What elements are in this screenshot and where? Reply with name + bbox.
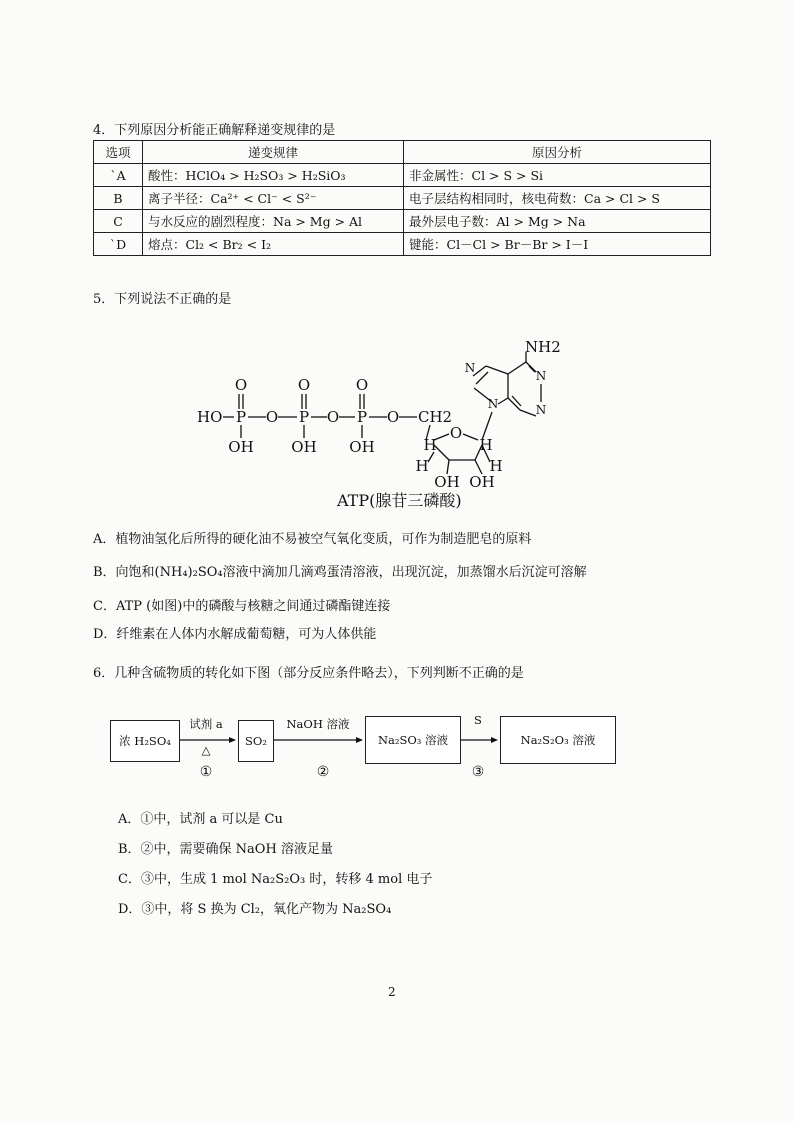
- svg-text:N: N: [535, 403, 547, 417]
- atom-p: P: [235, 408, 247, 426]
- q5-option-d: D．纤维素在人体内水解成葡萄糖，可为人体供能: [93, 627, 377, 642]
- rule-cell: 熔点：Cl₂ < Br₂ < I₂: [143, 233, 404, 256]
- option-label: C: [94, 210, 143, 233]
- header-rule: 递变规律: [143, 141, 404, 164]
- q6-option-c: C．③中，生成 1 mol Na₂S₂O₃ 时，转移 4 mol 电子: [118, 872, 433, 887]
- atom-oh: OH: [228, 438, 254, 456]
- atom-h: H: [489, 457, 503, 475]
- atom-ho: HO: [197, 408, 223, 426]
- rule-cell: 酸性：HClO₄ > H₂SO₃ > H₂SiO₃: [143, 164, 404, 187]
- reason-cell: 键能：Cl－Cl > Br－Br > I－I: [404, 233, 711, 256]
- atom-p: P: [356, 408, 368, 426]
- atom-o: O: [234, 376, 248, 394]
- flow-box-na2so3: Na₂SO₃ 溶液: [365, 716, 461, 764]
- atom-p: P: [298, 408, 310, 426]
- atom-o: O: [355, 376, 369, 394]
- svg-text:N: N: [464, 361, 476, 375]
- svg-text:N: N: [535, 369, 547, 383]
- q6-option-b: B．②中，需要确保 NaOH 溶液足量: [118, 842, 333, 857]
- flow-box-so2: SO₂: [238, 720, 274, 762]
- arrow1-reagent-label: 试剂 a: [189, 717, 223, 731]
- atom-o: O: [297, 376, 311, 394]
- atom-h: H: [423, 436, 437, 454]
- atom-o: O: [326, 408, 340, 426]
- atom-oh: OH: [291, 438, 317, 456]
- option-label: `D: [94, 233, 143, 256]
- option-label: `A: [94, 164, 143, 187]
- arrow3-reagent-label: S: [474, 713, 482, 727]
- q5-option-c: C．ATP (如图)中的磷酸与核糖之间通过磷酯键连接: [93, 599, 391, 614]
- option-label: B: [94, 187, 143, 210]
- atp-caption: ATP(腺苷三磷酸): [337, 491, 462, 510]
- flow-box-na2s2o3: Na₂S₂O₃ 溶液: [500, 716, 616, 764]
- reason-cell: 电子层结构相同时，核电荷数：Ca > Cl > S: [404, 187, 711, 210]
- group-ch2: CH2: [418, 408, 453, 426]
- q6-title: 6．几种含硫物质的转化如下图（部分反应条件略去），下列判断不正确的是: [93, 666, 524, 681]
- svg-text:N: N: [487, 397, 499, 411]
- group-nh2: NH2: [525, 338, 561, 356]
- reason-cell: 非金属性：Cl > S > Si: [404, 164, 711, 187]
- atom-oh: OH: [434, 473, 460, 491]
- atom-o: O: [386, 408, 400, 426]
- atom-h: H: [415, 457, 429, 475]
- step-3-label: ③: [471, 764, 485, 780]
- header-option: 选项: [94, 141, 143, 164]
- heat-triangle-icon: △: [201, 743, 211, 757]
- flow-box-conc-h2so4: 浓 H₂SO₄: [110, 720, 180, 762]
- step-1-label: ①: [199, 764, 213, 780]
- q5-title: 5．下列说法不正确的是: [93, 292, 232, 307]
- atom-oh: OH: [349, 438, 375, 456]
- q5-option-a: A．植物油氢化后所得的硬化油不易被空气氧化变质，可作为制造肥皂的原料: [93, 532, 532, 547]
- rule-cell: 与水反应的剧烈程度：Na > Mg > Al: [143, 210, 404, 233]
- atom-o: O: [265, 408, 279, 426]
- q4-title: 4．下列原因分析能正确解释递变规律的是: [93, 123, 336, 138]
- reason-cell: 最外层电子数：Al > Mg > Na: [404, 210, 711, 233]
- header-reason: 原因分析: [404, 141, 711, 164]
- atom-oh: OH: [469, 473, 495, 491]
- atom-h: H: [479, 436, 493, 454]
- step-2-label: ②: [316, 764, 330, 780]
- q6-option-d: D．③中，将 S 换为 Cl₂，氧化产物为 Na₂SO₄: [118, 902, 392, 917]
- q6-option-a: A．①中，试剂 a 可以是 Cu: [118, 812, 283, 827]
- atom-o: O: [449, 424, 463, 442]
- q5-option-b: B．向饱和(NH₄)₂SO₄溶液中滴加几滴鸡蛋清溶液，出现沉淀，加蒸馏水后沉淀可溶解: [93, 565, 587, 580]
- arrow2-reagent-label: NaOH 溶液: [286, 717, 350, 731]
- rule-cell: 离子半径：Ca²⁺ < Cl⁻ < S²⁻: [143, 187, 404, 210]
- page-number: 2: [388, 985, 396, 999]
